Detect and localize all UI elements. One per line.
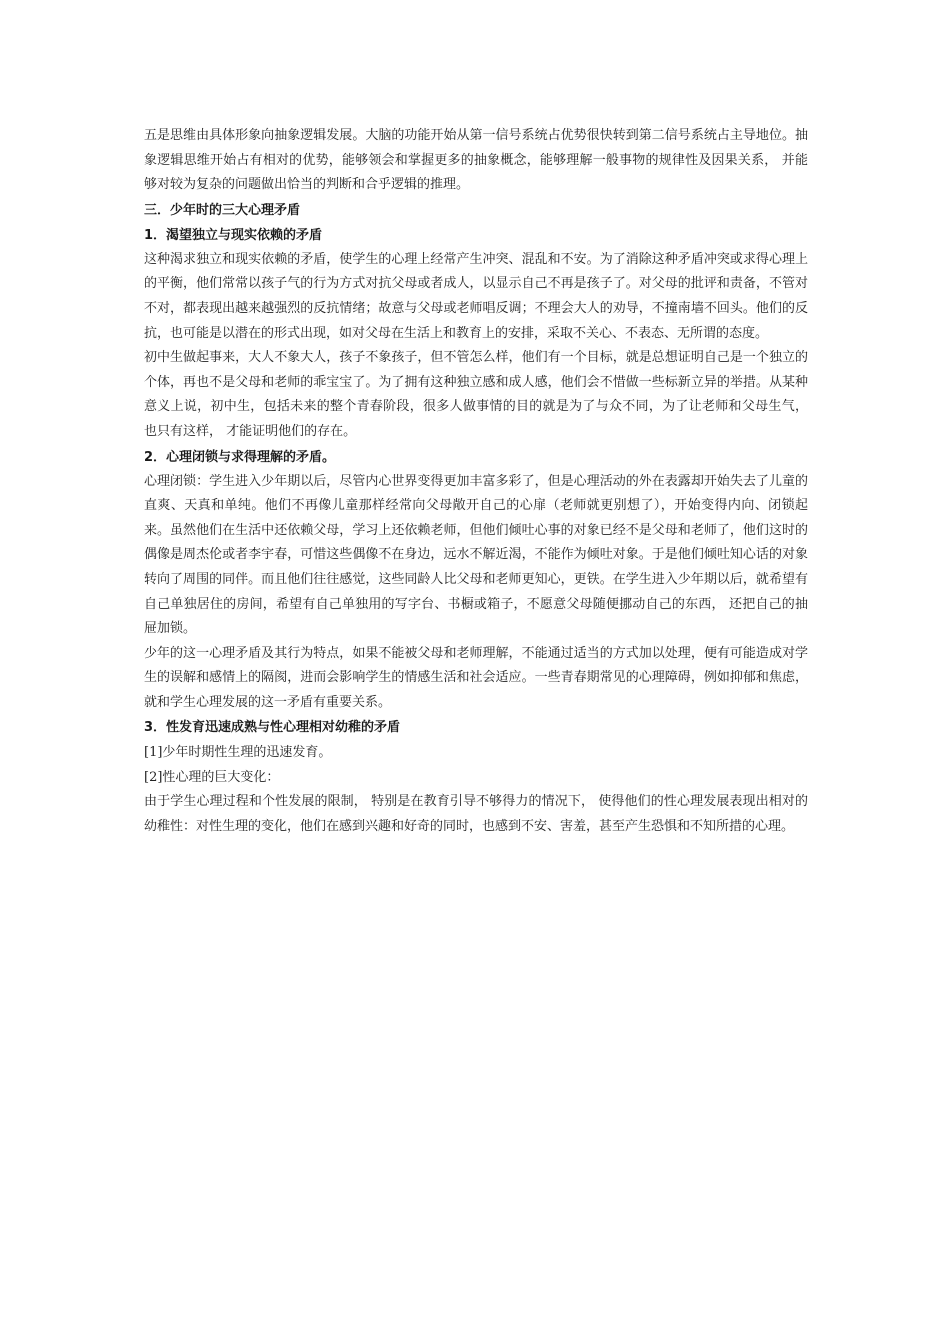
paragraph-closure-consequences: 少年的这一心理矛盾及其行为特点，如果不能被父母和老师理解，不能通过适当的方式加以处理，便有可能造成对学生的误解和感情上的隔阂，进而会影响学生的情感生活和社会适应。一些青春期常见的心理障碍，例如抑郁和焦虑， 就和学生心理发展的这一矛盾有重要关系。 <box>144 645 808 710</box>
paragraph-junior-high-students: 初中生做起事来，大人不象大人，孩子不象孩子，但不管怎么样，他们有一个目标，就是总想证明自己是一个独立的个体，再也不是父母和老师的乖宝宝了。为了拥有这种独立感和成人感，他们会不惜做一些标新立异的举措。从某种意义上说，初中生，包括未来的整个青春阶段，很多人做事情的目的就是为了与众不同，为了让老师和父母生气， 也只有这样， 才能证明他们的存在。 <box>144 350 808 439</box>
paragraph-independence-conflict: 这种渴求独立和现实依赖的矛盾，使学生的心理上经常产生冲突、混乱和不安。为了消除这种矛盾冲突或求得心理上的平衡，他们常常以孩子气的行为方式对抗父母或者成人，以显示自己不再是孩子了。对父母的批评和责备，不管对不对，都表现出越来越强烈的反抗情绪；故意与父母或老师唱反调；不理会大人的劝导，不撞南墙不回头。他们的反抗，也可能是以潜在的形式出现，如对父母在生活上和教育上的安排，采取不关心、不表态、无所谓的态度。 <box>144 251 808 341</box>
list-item-psychology: [2]性心理的巨大变化： <box>144 770 280 786</box>
document-page <box>144 124 808 840</box>
subheading-sexual-development: 3．性发育迅速成熟与性心理相对幼稚的矛盾 <box>144 720 401 736</box>
paragraph-sexual-psychology: 由于学生心理过程和个性发展的限制， 特别是在教育引导不够得力的情况下， 使得他们的性心理发展表现出相对的幼稚性：对性生理的变化，他们在感到兴趣和好奇的同时，也感到不安、害羞，甚至产生恐惧和不知所措的心理。 <box>144 794 808 835</box>
section-heading-three-conflicts: 三．少年时的三大心理矛盾 <box>144 202 301 218</box>
subheading-closure-understanding: 2．心理闭锁与求得理解的矛盾。 <box>144 449 336 465</box>
paragraph-abstract-thinking: 五是思维由具体形象向抽象逻辑发展。大脑的功能开始从第一信号系统占优势很快转到第二信号系统占主导地位。抽象逻辑思维开始占有相对的优势，能够领会和掌握更多的抽象概念，能够理解一般事物的规律性及因果关系， 并能够对较为复杂的问题做出恰当的判断和合乎逻辑的推理。 <box>144 128 808 193</box>
list-item-physiology: [1]少年时期性生理的迅速发育。 <box>144 745 332 761</box>
paragraph-psychological-closure: 心理闭锁：学生进入少年期以后，尽管内心世界变得更加丰富多彩了，但是心理活动的外在表露却开始失去了儿童的直爽、天真和单纯。他们不再像儿童那样经常向父母敞开自己的心扉（老师就更别想了），开始变得内向、闭锁起来。虽然他们在生活中还依赖父母，学习上还依赖老师，但他们倾吐心事的对象已经不是父母和老师了，他们这时的偶像是周杰伦或者李宇春，可惜这些偶像不在身边，远水不解近渴，不能作为倾吐对象。于是他们倾吐知心话的对象转向了周围的同伴。而且他们往往感觉，这些同龄人比父母和老师更知心，更铁。在学生进入少年期以后，就希望有自己单独居住的房间，希望有自己单独用的写字台、书橱或箱子，不愿意父母随便挪动自己的东西， 还把自己的抽屉加锁。 <box>144 473 808 637</box>
subheading-independence-dependence: 1．渴望独立与现实依赖的矛盾 <box>144 227 323 243</box>
